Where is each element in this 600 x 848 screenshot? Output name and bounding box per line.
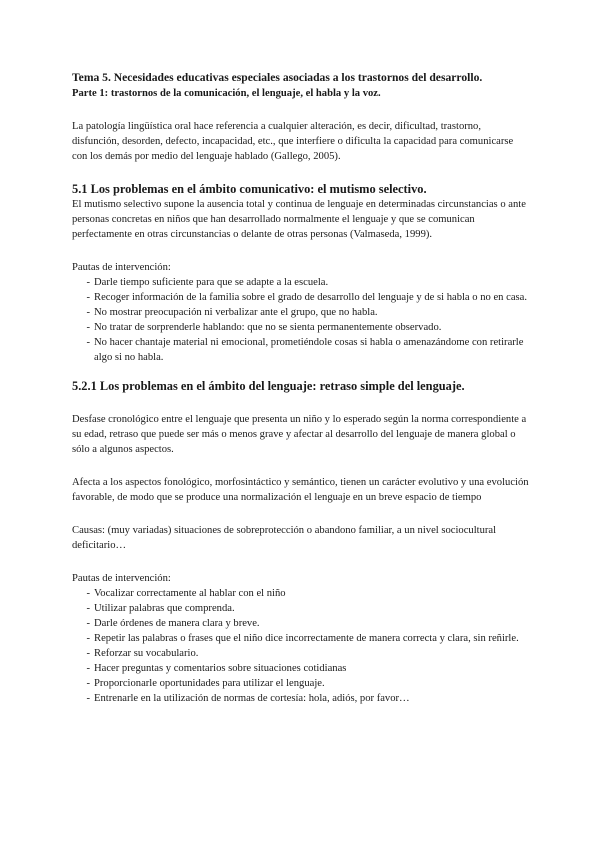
section-1-heading: 5.1 Los problemas en el ámbito comunicativo: el mutismo selectivo. [72,182,427,196]
list-item-text: Hacer preguntas y comentarios sobre situaciones cotidianas [94,663,347,674]
list-item [72,676,530,691]
list-item-text: Utilizar palabras que comprenda. [94,603,235,614]
list-item-text: Darle tiempo suficiente para que se adapte a la escuela. [94,277,329,288]
section-2-paragraph-1: Desfase cronológico entre el lenguaje que presenta un niño y lo esperado según la norma correspondiente a su edad, retraso que puede ser más o menos grave y afectar al desarrollo del lenguaje de manera global o sólo a algunos aspectos. [72,414,527,455]
document-subtitle: Parte 1: trastornos de la comunicación, el lenguaje, el habla y la voz. [72,88,381,99]
list-item-text: Repetir las palabras o frases que el niño dice incorrectamente de manera correcta y clara, sin reñirle. [94,633,519,644]
list-item [72,601,530,616]
list-item-text: Proporcionarle oportunidades para utilizar el lenguaje. [94,678,325,689]
list-item-text: No hacer chantaje material ni emocional, prometiéndole cosas si habla o amenazándome con retirarle algo si no habla. [94,337,524,363]
section-2-paragraph-2: Afecta a los aspectos fonológico, morfosintáctico y semántico, tienen un carácter evolutivo y una evolución favorable, de modo que se produce una normalización el lenguaje en un breve espacio de tiempo [72,477,529,503]
list-item [72,290,530,305]
list-item [72,616,530,631]
list-item [72,631,530,646]
section-1-body: El mutismo selectivo supone la ausencia total y continua de lenguaje en determinadas circunstancias o ante personas concretas en niños que han desarrollado normalmente el lenguaje y que se comunican perfectamente en otras circunstancias o delante de otras personas (Valmaseda, 1999). [72,199,526,240]
document-page [72,70,530,706]
section-1-guidelines-list [72,275,530,365]
list-item-text: Recoger información de la familia sobre el grado de desarrollo del lenguaje y de si habla o no en casa. [94,292,527,303]
section-2-guidelines-label: Pautas de intervención: [72,573,171,584]
list-item [72,320,530,335]
list-item [72,586,530,601]
intro-paragraph: La patología lingüística oral hace referencia a cualquier alteración, es decir, dificultad, trastorno, disfunción, desorden, defecto, incapacidad, etc., que interfiere o dificulta la capacidad para comunicarse con los demás por medio del lenguaje hablado (Gallego, 2005). [72,121,514,162]
list-item [72,661,530,676]
section-2-guidelines-list [72,586,530,706]
list-item-text: Vocalizar correctamente al hablar con el niño [94,588,286,599]
list-item [72,275,530,290]
list-item [72,335,530,365]
list-item [72,305,530,320]
document-title: Tema 5. Necesidades educativas especiales asociadas a los trastornos del desarrollo. [72,71,483,84]
section-2-heading: 5.2.1 Los problemas en el ámbito del lenguaje: retraso simple del lenguaje. [72,379,465,393]
list-item-text: Reforzar su vocabulario. [94,648,199,659]
list-item [72,646,530,661]
list-item-text: No tratar de sorprenderle hablando: que no se sienta permanentemente observado. [94,322,442,333]
list-item-text: No mostrar preocupación ni verbalizar ante el grupo, que no habla. [94,307,378,318]
list-item-text: Darle órdenes de manera clara y breve. [94,618,260,629]
section-1-guidelines-label: Pautas de intervención: [72,262,171,273]
list-item [72,691,530,706]
section-2-causes: Causas: (muy variadas) situaciones de sobreprotección o abandono familiar, a un nivel sociocultural deficitario… [72,525,497,551]
list-item-text: Entrenarle en la utilización de normas de cortesía: hola, adiós, por favor… [94,693,410,704]
